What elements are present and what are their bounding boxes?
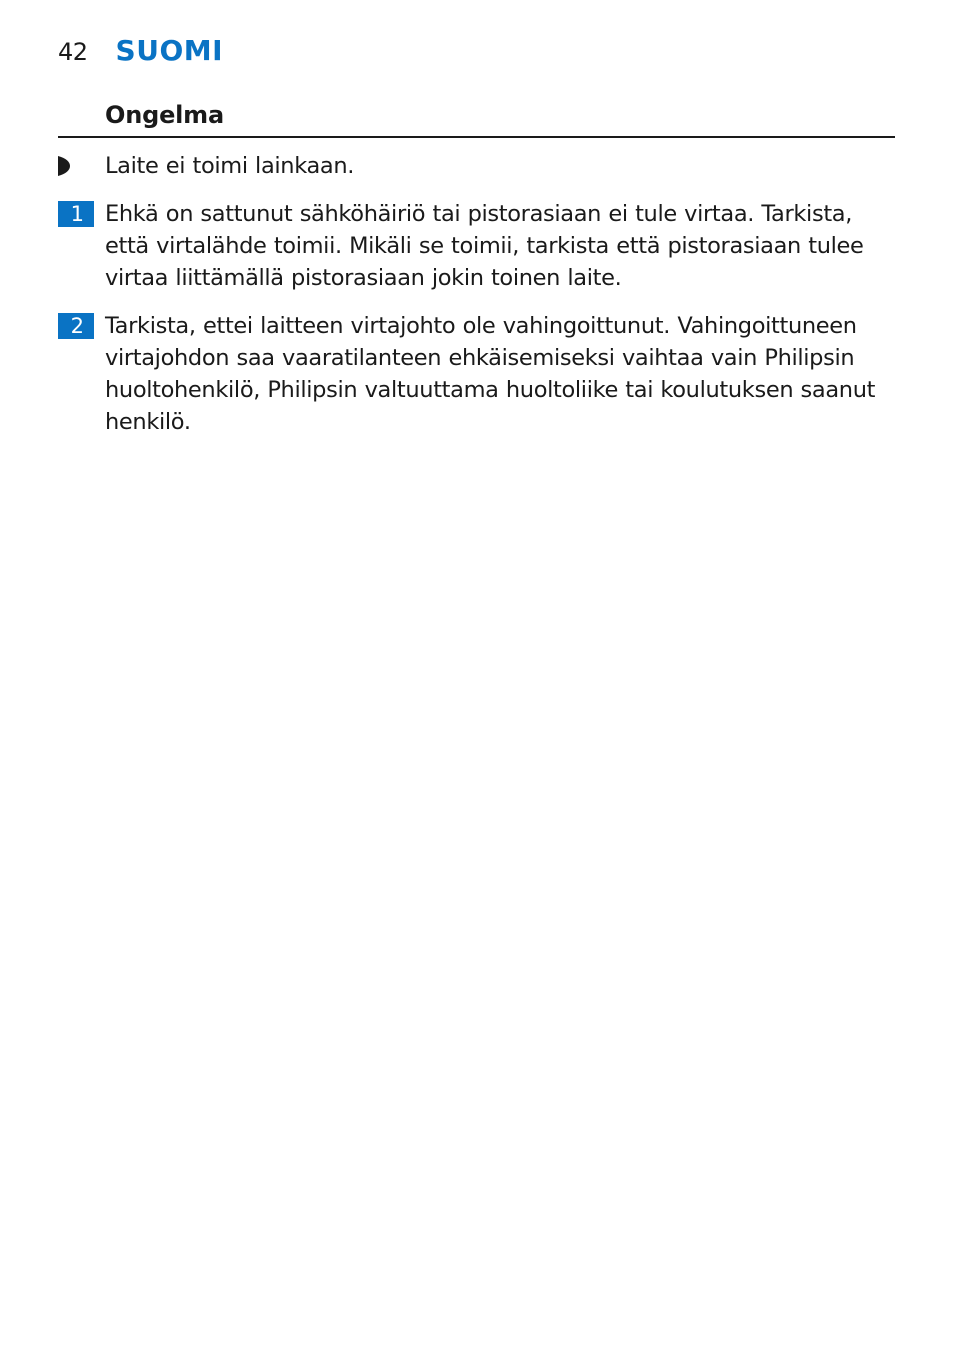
section-heading: Ongelma xyxy=(105,101,224,129)
step-number-badge: 2 xyxy=(58,313,94,339)
step-text: Tarkista, ettei laitteen virtajohto ole vahingoittunut. Vahingoittuneen virtajohdon saa vaaratilanteen ehkäisemiseksi vaihtaa vain Philipsin huoltohenkilö, Philipsin valtuuttama huoltoliike tai koulutuksen saanut henkilö. xyxy=(105,313,876,435)
bullet-icon xyxy=(58,156,70,176)
page-number: 42 xyxy=(58,38,88,66)
step-item-2 xyxy=(58,310,898,438)
step-item-1 xyxy=(58,198,898,294)
page-header xyxy=(58,34,223,74)
problem-text: Laite ei toimi lainkaan. xyxy=(105,153,355,179)
language-title: SUOMI xyxy=(115,34,224,67)
heading-rule xyxy=(58,136,895,138)
step-number-badge: 1 xyxy=(58,201,94,227)
problem-item xyxy=(58,150,898,182)
step-text: Ehkä on sattunut sähköhäiriö tai pistorasiaan ei tule virtaa. Tarkista, että virtalähde toimii. Mikäli se toimii, tarkista että pistorasiaan tulee virtaa liittämällä pistorasiaan jokin toinen laite. xyxy=(105,201,864,291)
